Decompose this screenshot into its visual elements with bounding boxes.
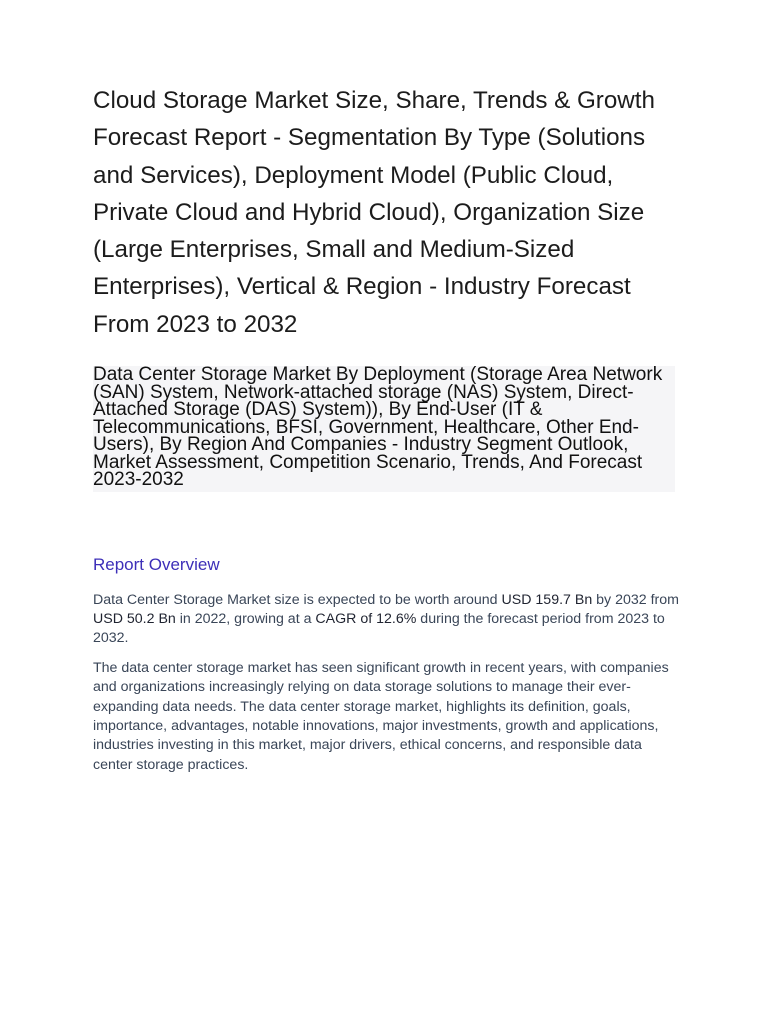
forecast-value-2032: USD 159.7 Bn	[501, 591, 593, 608]
overview-text-segment: during the forecast period from 2023 to 2032.	[93, 610, 665, 647]
overview-text-segment: Data Center Storage Market size is expected to be worth around	[93, 591, 502, 608]
overview-text-segment: by 2032 from	[592, 591, 679, 608]
section-heading-report-overview: Report Overview	[93, 554, 220, 574]
subtitle-highlight-box	[93, 366, 675, 492]
value-2022: USD 50.2 Bn	[93, 610, 176, 627]
report-page	[93, 82, 683, 775]
cagr-value: CAGR of 12.6%	[315, 610, 417, 627]
overview-paragraph-1	[93, 591, 683, 649]
report-subtitle: Data Center Storage Market By Deployment (Storage Area Network (SAN) System, Network-attached storage (NAS) System, Direct-Attached Storage (DAS) System)), By End-User (IT & Telecommunications, BFSI, Government, Healthcare, Other End-Users), By Region And Companies - Industry Segment Outlook, Market Assessment, Competition Scenario, Trends, And Forecast 2023-2032	[93, 364, 663, 491]
overview-paragraph-2: The data center storage market has seen significant growth in recent years, with companies and organizations increasingly relying on data storage solutions to manage their ever-expanding data needs. The data center storage market, highlights its definition, goals, importance, advantages, notable innovations, major investments, growth and applications, industries investing in this market, major drivers, ethical concerns, and responsible data center storage practices.	[93, 659, 669, 773]
page-title: Cloud Storage Market Size, Share, Trends & Growth Forecast Report - Segmentation By Type (Solutions and Services), Deployment Model (Public Cloud, Private Cloud and Hybrid Cloud), Organization Size (Large Enterprises, Small and Medium-Sized Enterprises), Vertical & Region - Industry Forecast From 2023 to 2032	[93, 87, 655, 338]
overview-text-segment: in 2022, growing at a	[175, 610, 316, 627]
